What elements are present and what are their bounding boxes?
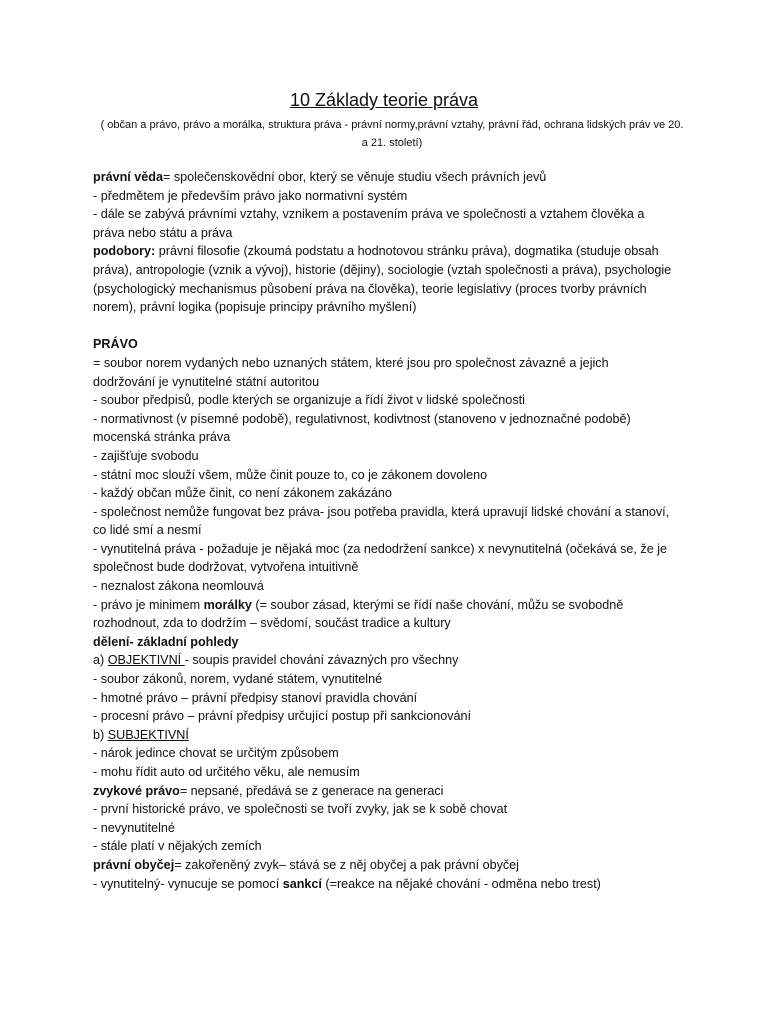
paragraph-zvykove-pravo: zvykové právo= nepsané, předává se z generace na generaci xyxy=(93,783,444,798)
term-sankci: sankcí xyxy=(282,876,322,891)
list-item: a) OBJEKTIVNÍ - soupis pravidel chování závazných pro všechny xyxy=(93,653,459,668)
term-zvykove-pravo: zvykové právo xyxy=(93,783,180,798)
list-item: - státní moc slouží všem, může činit pouze to, co je zákonem dovoleno xyxy=(93,467,488,482)
term-pravni-obycej: právní obyčej xyxy=(93,857,175,872)
list-item: - každý občan může činit, co není zákonem zakázáno xyxy=(93,486,392,501)
heading-pravo: PRÁVO xyxy=(93,337,138,352)
paragraph-podobory: podobory: právní filosofie (zkoumá podstatu a hodnotovou stránku práva), dogmatika (studuje obsah práva), antropologie (vznik a vývoj), historie (dějiny), sociologie (vztah společnosti a práva), psychologie (psychologický mechanismus působení práva na člověka), teorie legislativy (proces tvorby právních norem), právní logika (popisuje principy právního myšlení) xyxy=(93,244,672,315)
document-subtitle: ( občan a právo, právo a morálka, struktura práva - právní normy,právní vztahy, právní řád, ochrana lidských práv ve 20. a 21. století) xyxy=(100,119,684,149)
list-item: - soubor zákonů, norem, vydané státem, vynutitelné xyxy=(93,672,383,687)
paragraph-pravni-veda: právní věda= společenskovědní obor, který se věnuje studiu všech právních jevů xyxy=(93,170,547,184)
list-item: - stále platí v nějakých zemích xyxy=(93,839,262,854)
list-item: - soubor předpisů, podle kterých se organizuje a řídí život v lidské společnosti xyxy=(93,393,525,408)
document-title: 10 Základy teorie práva xyxy=(289,90,479,110)
spacer xyxy=(93,317,673,336)
list-item: - dále se zabývá právními vztahy, vznikem a postavením práva ve společnosti a vztahem člověka a práva nebo státu a práva xyxy=(93,207,645,240)
list-item: - první historické právo, ve společnosti se tvoří zvyky, jak se k sobě chovat xyxy=(93,802,508,817)
list-item: - zajišťuje svobodu xyxy=(93,448,199,463)
document-body xyxy=(93,168,673,893)
term-moralky: morálky xyxy=(203,597,252,612)
list-item: - normativnost (v písemné podobě), regulativnost, kodivtnost (stanoveno v jednoznačné podobě) mocenská stránka práva xyxy=(93,411,631,445)
list-item: - procesní právo – právní předpisy určující postup při sankcionování xyxy=(93,709,472,724)
term-pravni-veda: právní věda xyxy=(93,170,163,184)
list-item: - předmětem je především právo jako normativní systém xyxy=(93,188,408,203)
list-item: - neznalost zákona neomlouvá xyxy=(93,579,264,594)
list-item: - právo je minimem morálky (= soubor zásad, kterými se řídí naše chování, můžu se svobodně rozhodnout, zda to dodržím – svědomí, součást tradice a kultury xyxy=(93,597,624,631)
list-item: b) SUBJEKTIVNÍ xyxy=(93,727,189,742)
list-item: - vynutitelná práva - požaduje je nějaká moc (za nedodržení sankce) x nevynutitelná (očekává se, že je společnost bude dodržovat, vytvořena intuitivně xyxy=(93,541,668,575)
list-item: - vynutitelný- vynucuje se pomocí sankcí (=reakce na nějaké chování - odměna nebo trest) xyxy=(93,876,601,891)
list-item: - společnost nemůže fungovat bez práva- jsou potřeba pravidla, která upravují lidské chování a stanoví, co lidé smí a nesmí xyxy=(93,504,670,538)
term-subjektivni: SUBJEKTIVNÍ xyxy=(107,727,189,742)
term-podobory: podobory: xyxy=(93,244,156,259)
list-item: = soubor norem vydaných nebo uznaných státem, které jsou pro společnost závazné a jejich dodržování je vynutitelné státní autoritou xyxy=(93,355,609,389)
list-item: - nevynutitelné xyxy=(93,820,175,835)
paragraph-pravni-obycej: právní obyčej= zakořeněný zvyk– stává se z něj obyčej a pak právní obyčej xyxy=(93,857,519,872)
term-objektivni: OBJEKTIVNÍ xyxy=(107,653,185,668)
list-item: - hmotné právo – právní předpisy stanoví pravidla chování xyxy=(93,690,418,705)
list-item: - nárok jedince chovat se určitým způsobem xyxy=(93,746,339,761)
heading-deleni: dělení- základní pohledy xyxy=(93,634,239,649)
list-item: - mohu řídit auto od určitého věku, ale nemusím xyxy=(93,765,360,779)
